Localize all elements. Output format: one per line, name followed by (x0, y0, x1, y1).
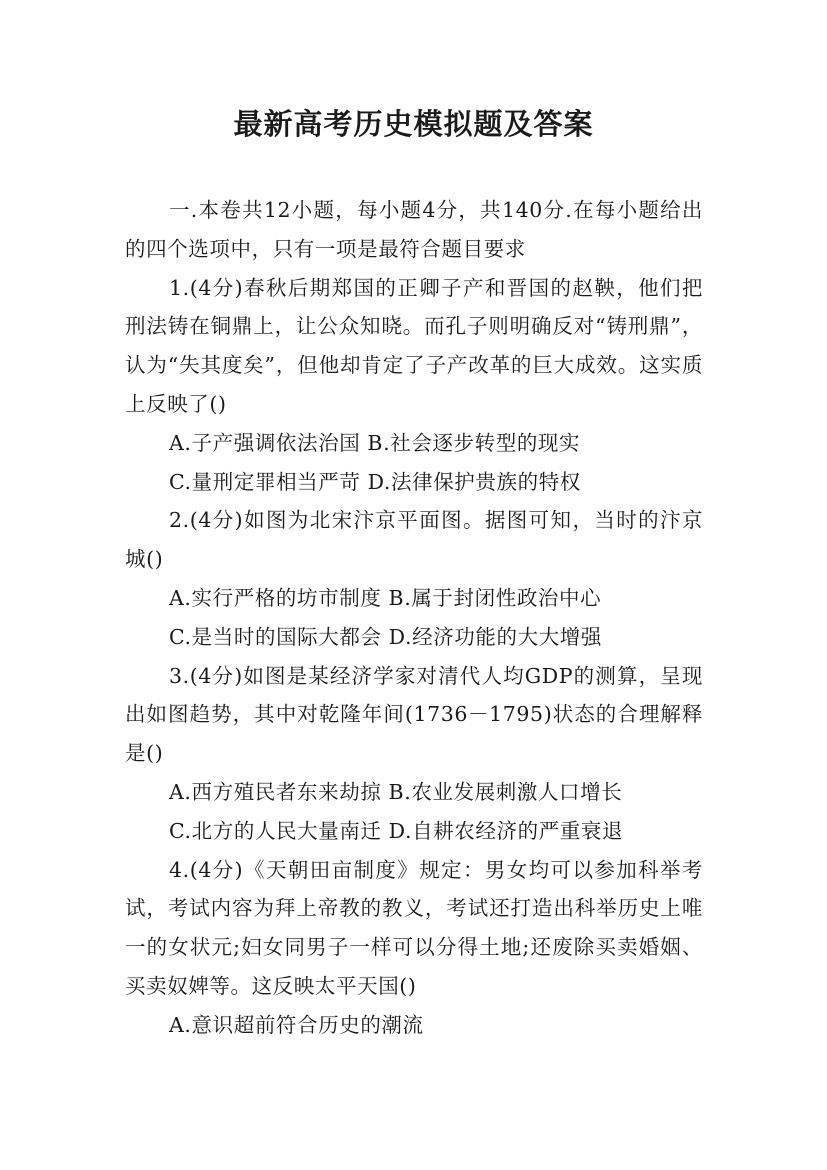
question-1-stem: 1.(4分)春秋后期郑国的正卿子产和晋国的赵鞅，他们把刑法铸在铜鼎上，让公众知晓。而孔子则明确反对“铸刑鼎”，认为“失其度矣”，但他却肯定了子产改革的巨大成效。这实质上反映了() (125, 275, 703, 416)
document-title: 最新高考历史模拟题及答案 (233, 107, 594, 141)
question-3-stem: 3.(4分)如图是某经济学家对清代人均GDP的测算，呈现出如图趋势，其中对乾隆年间(1736－1795)状态的合理解释是() (125, 663, 703, 766)
question-2-options-line-2: C.是当时的国际大都会 D.经济功能的大大增强 (169, 624, 603, 649)
question-1-options-line-2: C.量刑定罪相当严苛 D.法律保护贵族的特权 (169, 469, 581, 494)
section-intro: 一.本卷共12小题，每小题4分，共140分.在每小题给出的四个选项中，只有一项是最符合题目要求 (125, 198, 703, 261)
question-2-stem: 2.(4分)如图为北宋汴京平面图。据图可知，当时的汴京城() (125, 508, 703, 572)
question-4-stem: 4.(4分)《天朝田亩制度》规定：男女均可以参加科举考试，考试内容为拜上帝教的教义，考试还打造出科举历史上唯一的女状元;妇女同男子一样可以分得土地;还废除买卖婚姻、买卖奴婢等。这反映太平天国() (125, 857, 703, 998)
question-3-options-line-2: C.北方的人民大量南迁 D.自耕农经济的严重衰退 (169, 818, 624, 843)
question-4-options-line-1: A.意识超前符合历史的潮流 (169, 1012, 424, 1037)
document-body (125, 191, 703, 1045)
question-2-options-line-1: A.实行严格的坊市制度 B.属于封闭性政治中心 (169, 585, 602, 610)
question-3-options-line-1: A.西方殖民者东来劫掠 B.农业发展刺激人口增长 (169, 779, 623, 804)
question-1-options-line-1: A.子产强调依法治国 B.社会逐步转型的现实 (169, 430, 581, 455)
